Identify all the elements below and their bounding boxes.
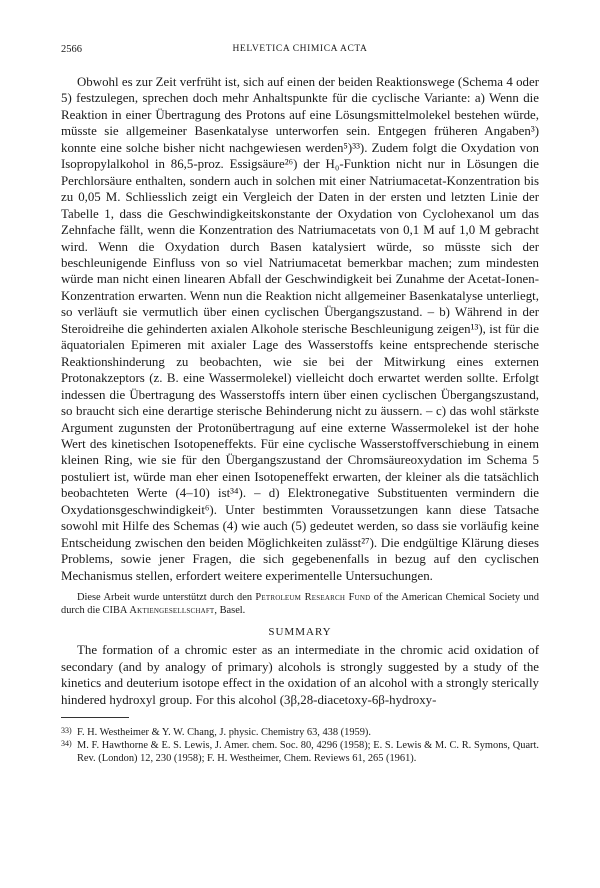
- footnote: [61, 726, 539, 739]
- ack-org-petroleum-fund: Petroleum Research Fund: [255, 592, 371, 604]
- page-header: [61, 44, 539, 58]
- footnote-mark: 34): [61, 739, 72, 749]
- footnote-mark: 33): [61, 726, 72, 736]
- ack-text-1: Diese Arbeit wurde unterstützt durch den: [77, 592, 256, 604]
- ack-text-3: , Basel.: [214, 605, 246, 617]
- footnote-divider: [61, 717, 129, 718]
- footnote-text: F. H. Westheimer & Y. W. Chang, J. physic. Chemistry 63, 438 (1959).: [77, 727, 371, 739]
- acknowledgment: [61, 591, 539, 617]
- footnote-text: M. F. Hawthorne & E. S. Lewis, J. Amer. chem. Soc. 80, 4296 (1958); E. S. Lewis & M. C. R. Symons, Quart. Rev. (London) 12, 230 (1958); F. H. Westheimer, Chem. Reviews 61, 265 (1961).: [77, 740, 539, 765]
- journal-name: HELVETICA CHIMICA ACTA: [232, 44, 368, 54]
- paragraph-german: Obwohl es zur Zeit verfrüht ist, sich auf einen der beiden Reaktionswege (Schema 4 oder 5) festzulegen, sprechen doch mehr Anhaltspunkte für die cyclische Variante: a) Wenn die Reaktion in einer Übertragung des Protons auf eine Lösungsmittelmolekel bestehen würde, müsste sie allgemeiner Basenkatalyse unterworfen sein. Entgegen früheren Angaben³) konnte eine solche bisher nicht nachgewiesen werden⁵)³³). Zudem folgt die Oxydation von Isopropylalkohol in 86,5-proz. Essigsäure²⁶) der H₀-Funktion nicht nur in Lösungen die Perchlorsäure enthalten, sondern auch in solchen mit einer Natriumacetat-Konzentration bis zu 0,05 M. Schliesslich zeigt ein Vergleich der Daten in der ersten und letzten Linie der Tabelle 1, dass die Geschwindigkeitskonstante der Oxydation von Cyclohexanol um das Zehnfache fällt, wenn die Konzentration des Natriumacetats von 0,1 M auf 1,0 M gebracht wird. Wenn die Oxydation durch Basen katalysiert würde, so müsste sich der beschleunigende Einfluss von so viel Natriumacetat bemerkbar machen; zum mindesten würde man nicht einen linearen Abfall der Geschwindigkeit bei Zunahme der Acetat-Ionen-Konzentration erwarten. Wenn nun die Reaktion nicht allgemeiner Basenkatalyse unterliegt, so verläuft sie vermutlich über einen cyclischen Übergangszustand. – b) Während in der Steroidreihe die gehinderten axialen Alkohole sterische Beschleunigung zeigen¹³), ist für die äquatorialen Epimeren mit axialer Lage des Wasserstoffs keine entsprechende sterische Reaktionshinderung zu beobachten, wie sie bei der Mitwirkung eines externen Protonakzeptors (z. B. eine Wassermolekel) vielleicht doch erwartet werden sollte. Erfolgt indessen die Übertragung des Wasserstoffs intern über einen cyclischen Übergangszustand, so braucht sich eine derartige sterische Behinderung nicht zu äussern. – c) das wohl stärkste Argument zugunsten der Protonübertragung auf eine externe Wassermolekel ist der hohe Wert des kinetischen Isotopeneffekts. Für eine cyclische Wasserstoffverschiebung in einem kleinen Ring, wie sie für den Übergangszustand der Chromsäureoxydation im Schema 5 postuliert ist, würde man eher einen Isotopeneffekt erwarten, der kleiner als die tatsächlich beobachteten Werte (4–10) ist³⁴). – d) Elektronegative Substituenten vermindern die Oxydationsgeschwindigkeit⁶). Unter bestimmten Voraussetzungen kann diese Tatsache sowohl mit Hilfe des Schemas (4) wie auch (5) gedeutet werden, so dass sie vorläufig keine Entscheidung zwischen den beiden Möglichkeiten zulässt²⁷). Die endgültige Klärung dieses Problems, sowie jener Fragen, die sich gegebenenfalls in bezug auf den cyclischen Mechanismus stellen, erfordert weitere experimentelle Untersuchungen.: [61, 75, 539, 583]
- paragraph-summary: The formation of a chromic ester as an intermediate in the chromic acid oxidation of secondary (and by analogy of primary) alcohols is strongly suggested by a study of the kinetics and deuterium isotope effect in the oxidation of an alcohol with a strongly sterically hindered hydroxyl group. For this alcohol (3β,28-diacetoxy-6β-hydroxy-: [61, 643, 539, 707]
- footnote: [61, 739, 539, 765]
- journal-page: [61, 44, 539, 765]
- ack-text-2: of the American Chemical Society und durch die CIBA: [61, 592, 539, 617]
- summary-heading: SUMMARY: [268, 626, 332, 639]
- ack-org-ciba: Aktiengesellschaft: [129, 605, 215, 617]
- page-number: 2566: [61, 44, 82, 55]
